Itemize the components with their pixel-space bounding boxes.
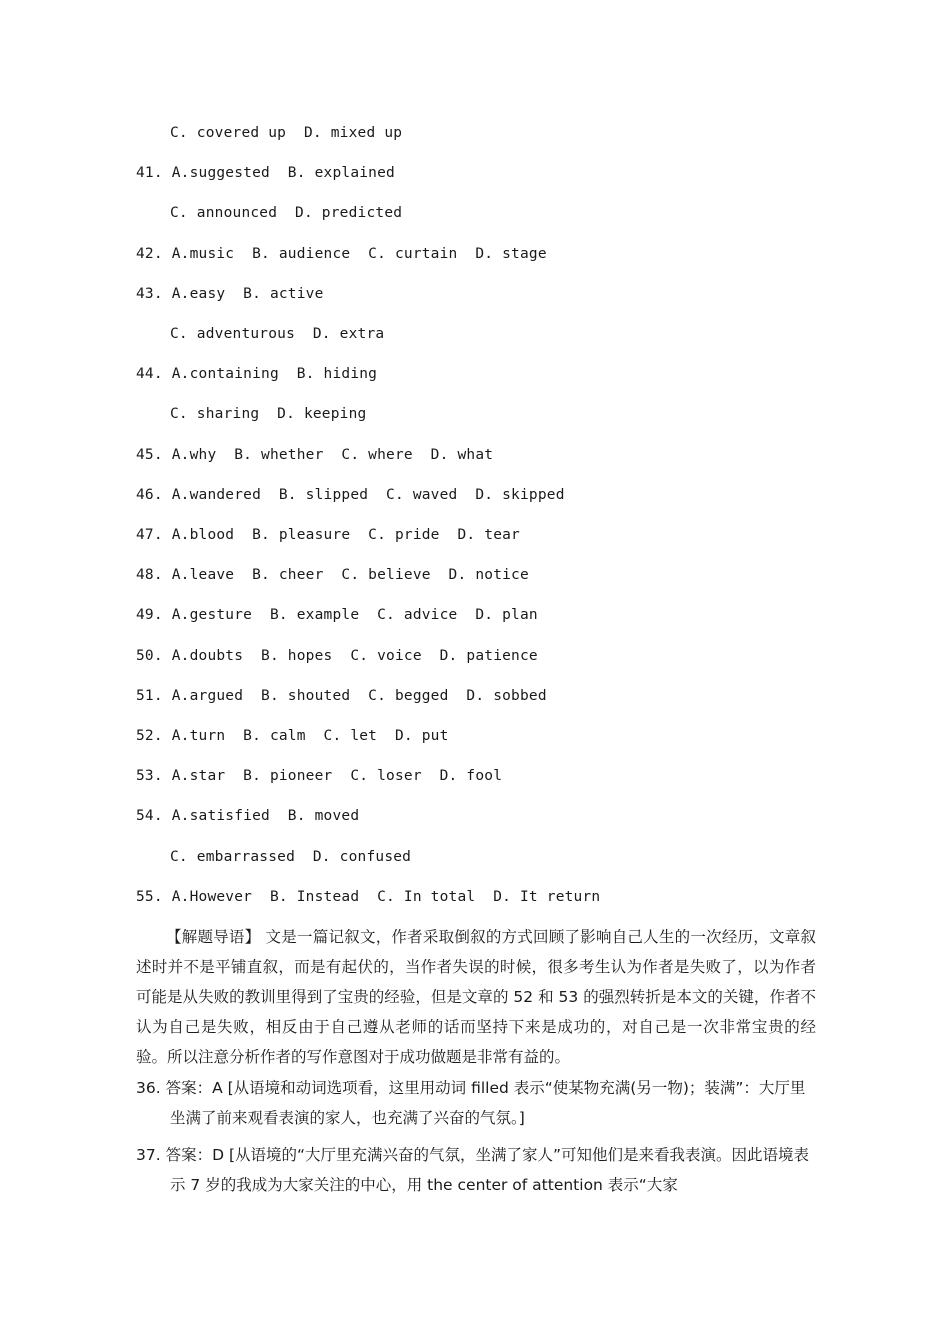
option-line: 45. A.why B. whether C. where D. what: [136, 446, 494, 463]
answer-37: [136, 1140, 816, 1200]
answer-36: [136, 1073, 816, 1133]
option-line: 46. A.wandered B. slipped C. waved D. skipped: [136, 486, 565, 503]
option-line: 53. A.star B. pioneer C. loser D. fool: [136, 768, 503, 785]
option-line: C. embarrassed D. confused: [170, 848, 412, 865]
guide-paragraph: 【解题导语】 文是一篇记叙文，作者采取倒叙的方式回顾了影响自己人生的一次经历，文章叙述时并不是平铺直叙，而是有起伏的，当作者失误的时候，很多考生认为作者是失败了，以为作者可能是从失败的教训里得到了宝贵的经验，但是文章的 52 和 53 的强烈转折是本文的关键，作者不认为自己是失败，相反由于自己遵从老师的话而坚持下来是成功的，对自己是一次非常宝贵的经验。所以注意分析作者的写作意图对于成功做题是非常有益的。: [136, 928, 816, 1066]
option-line: 41. A.suggested B. explained: [136, 165, 395, 182]
answer-text: 36. 答案：A [从语境和动词选项看，这里用动词 filled 表示“使某物充满(另一物)；装满”：大厅里坐满了前来观看表演的家人，也充满了兴奋的气氛。]: [136, 1079, 806, 1127]
option-line: 52. A.turn B. calm C. let D. put: [136, 728, 449, 744]
option-line: 54. A.satisfied B. moved: [136, 808, 360, 825]
option-line: 49. A.gesture B. example C. advice D. plan: [136, 607, 538, 624]
option-line: 55. A.However B. Instead C. In total D. It return: [136, 888, 601, 905]
option-line: C. sharing D. keeping: [170, 406, 367, 423]
option-line: C. adventurous D. extra: [170, 326, 385, 342]
option-line: 47. A.blood B. pleasure C. pride D. tear: [136, 527, 520, 543]
option-line: C. covered up D. mixed up: [170, 125, 403, 141]
option-line: C. announced D. predicted: [170, 205, 403, 222]
option-line: 50. A.doubts B. hopes C. voice D. patience: [136, 647, 538, 664]
option-line: 44. A.containing B. hiding: [136, 366, 378, 383]
option-line: 51. A.argued B. shouted C. begged D. sobbed: [136, 687, 547, 704]
option-line: 48. A.leave B. cheer C. believe D. notice: [136, 567, 529, 584]
option-line: 43. A.easy B. active: [136, 285, 324, 302]
option-line: 42. A.music B. audience C. curtain D. stage: [136, 245, 547, 262]
answer-text: 37. 答案：D [从语境的“大厅里充满兴奋的气氛，坐满了家人”可知他们是来看我表演。因此语境表示 7 岁的我成为大家关注的中心，用 the center of attention 表示“大家: [136, 1146, 810, 1194]
